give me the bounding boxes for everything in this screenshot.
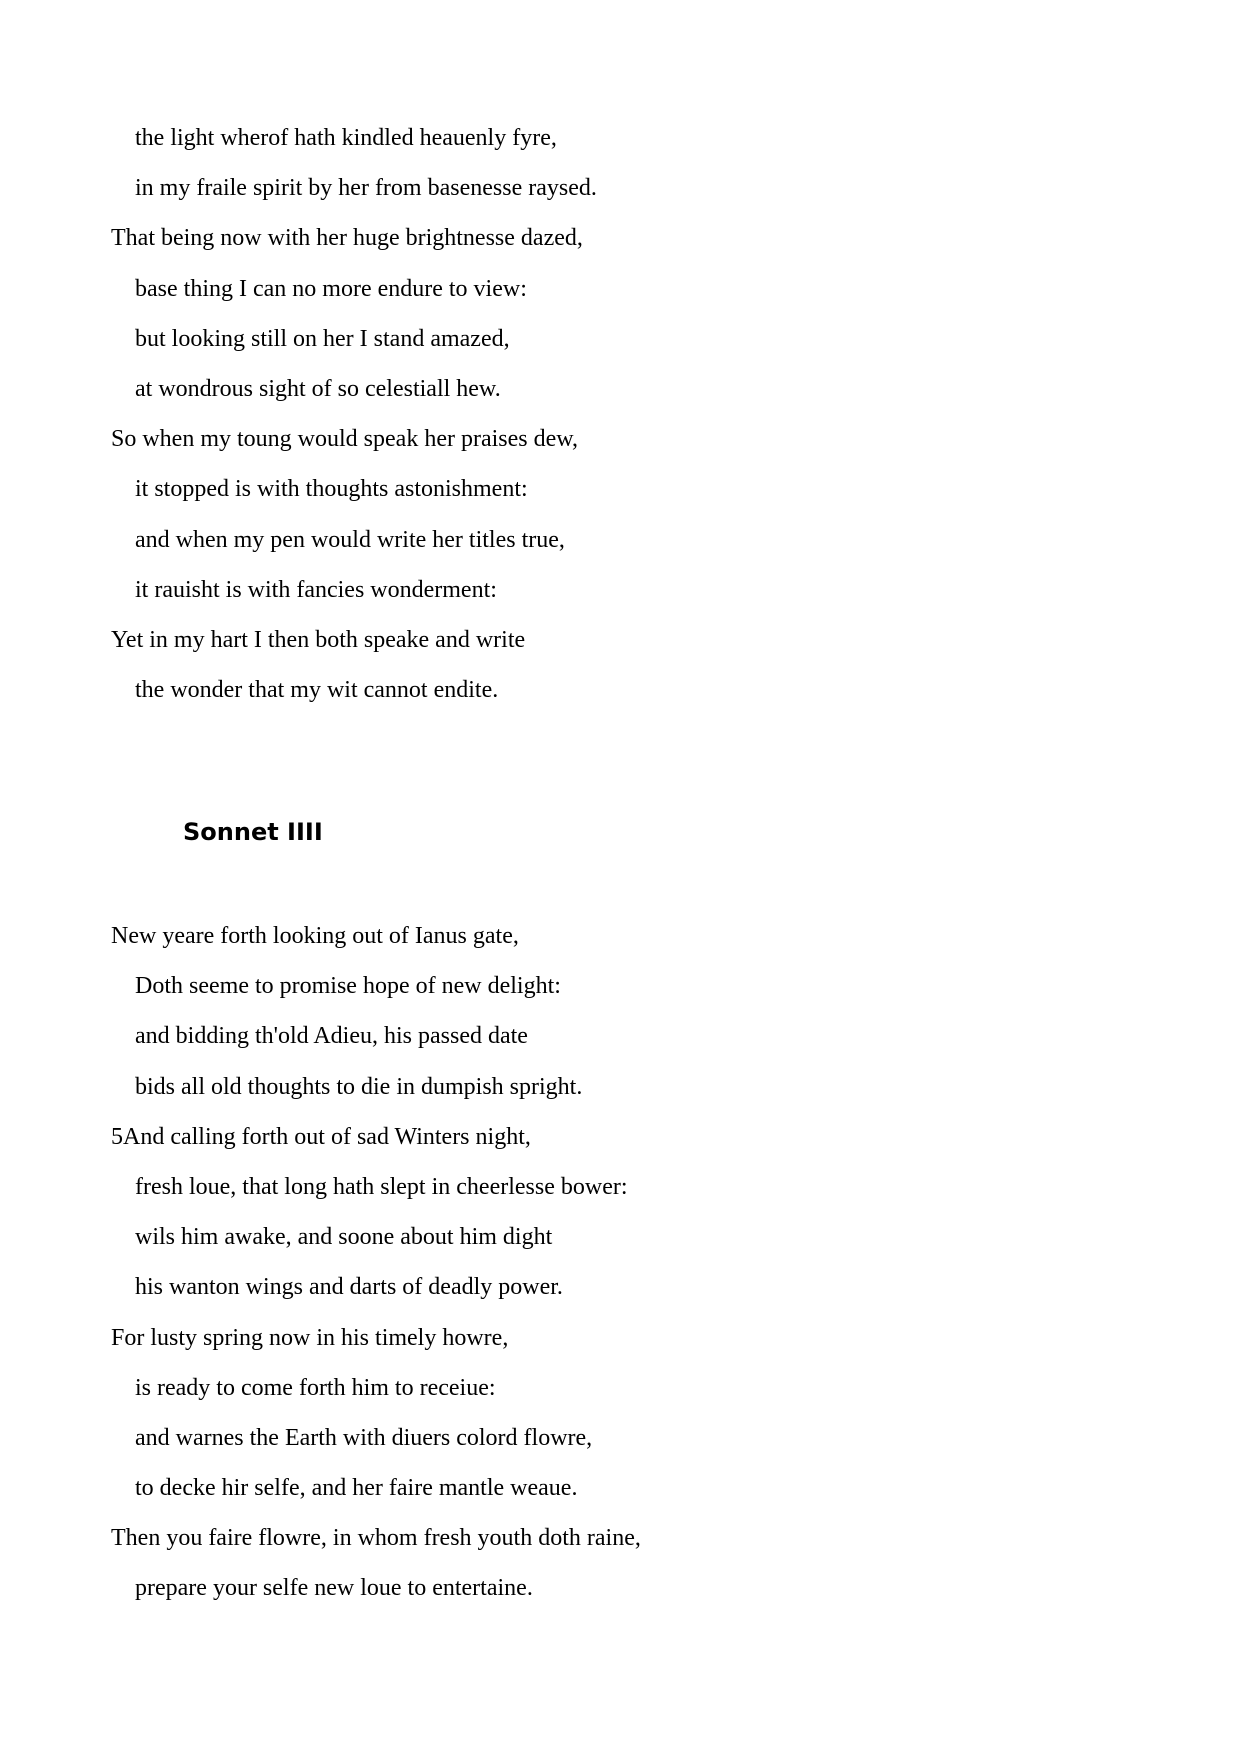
poem-line: Then you faire flowre, in whom fresh youth doth raine, bbox=[111, 1525, 641, 1552]
poem-line: it rauisht is with fancies wonderment: bbox=[135, 576, 497, 603]
poem-line: prepare your selfe new loue to entertaine. bbox=[135, 1575, 533, 1602]
poem-line: the wonder that my wit cannot endite. bbox=[135, 677, 499, 704]
poem-line: bids all old thoughts to die in dumpish spright. bbox=[135, 1073, 583, 1100]
poem-line: but looking still on her I stand amazed, bbox=[135, 325, 510, 352]
poem-line: fresh loue, that long hath slept in cheerlesse bower: bbox=[135, 1173, 628, 1200]
poem-line: So when my toung would speak her praises dew, bbox=[111, 426, 579, 453]
poem-line: his wanton wings and darts of deadly power. bbox=[135, 1274, 563, 1301]
poem-line: and bidding th'old Adieu, his passed date bbox=[135, 1023, 528, 1050]
sonnet-title: Sonnet IIII bbox=[183, 818, 323, 846]
previous-sonnet-continuation bbox=[111, 113, 1111, 715]
poem-line: For lusty spring now in his timely howre, bbox=[111, 1324, 509, 1351]
poem-line: and warnes the Earth with diuers colord flowre, bbox=[135, 1424, 593, 1451]
sonnet-body bbox=[111, 911, 1111, 1614]
poem-line: at wondrous sight of so celestiall hew. bbox=[135, 375, 501, 402]
poem-line: That being now with her huge brightnesse dazed, bbox=[111, 225, 583, 252]
poem-line: it stopped is with thoughts astonishment: bbox=[135, 476, 528, 503]
poem-line: 5And calling forth out of sad Winters night, bbox=[111, 1123, 531, 1150]
poem-line: is ready to come forth him to receiue: bbox=[135, 1374, 496, 1401]
poem-line: Doth seeme to promise hope of new delight: bbox=[135, 973, 561, 1000]
poem-line: base thing I can no more endure to view: bbox=[135, 275, 527, 302]
poem-line: wils him awake, and soone about him dight bbox=[135, 1224, 553, 1251]
poem-line: in my fraile spirit by her from basenesse raysed. bbox=[135, 175, 597, 202]
poem-line: New yeare forth looking out of Ianus gate, bbox=[111, 923, 519, 949]
poem-line: Yet in my hart I then both speake and write bbox=[111, 626, 526, 653]
poem-line: the light wherof hath kindled heauenly fyre, bbox=[135, 125, 557, 151]
poem-line: and when my pen would write her titles true, bbox=[135, 526, 565, 553]
poem-line: to decke hir selfe, and her faire mantle weaue. bbox=[135, 1475, 578, 1502]
